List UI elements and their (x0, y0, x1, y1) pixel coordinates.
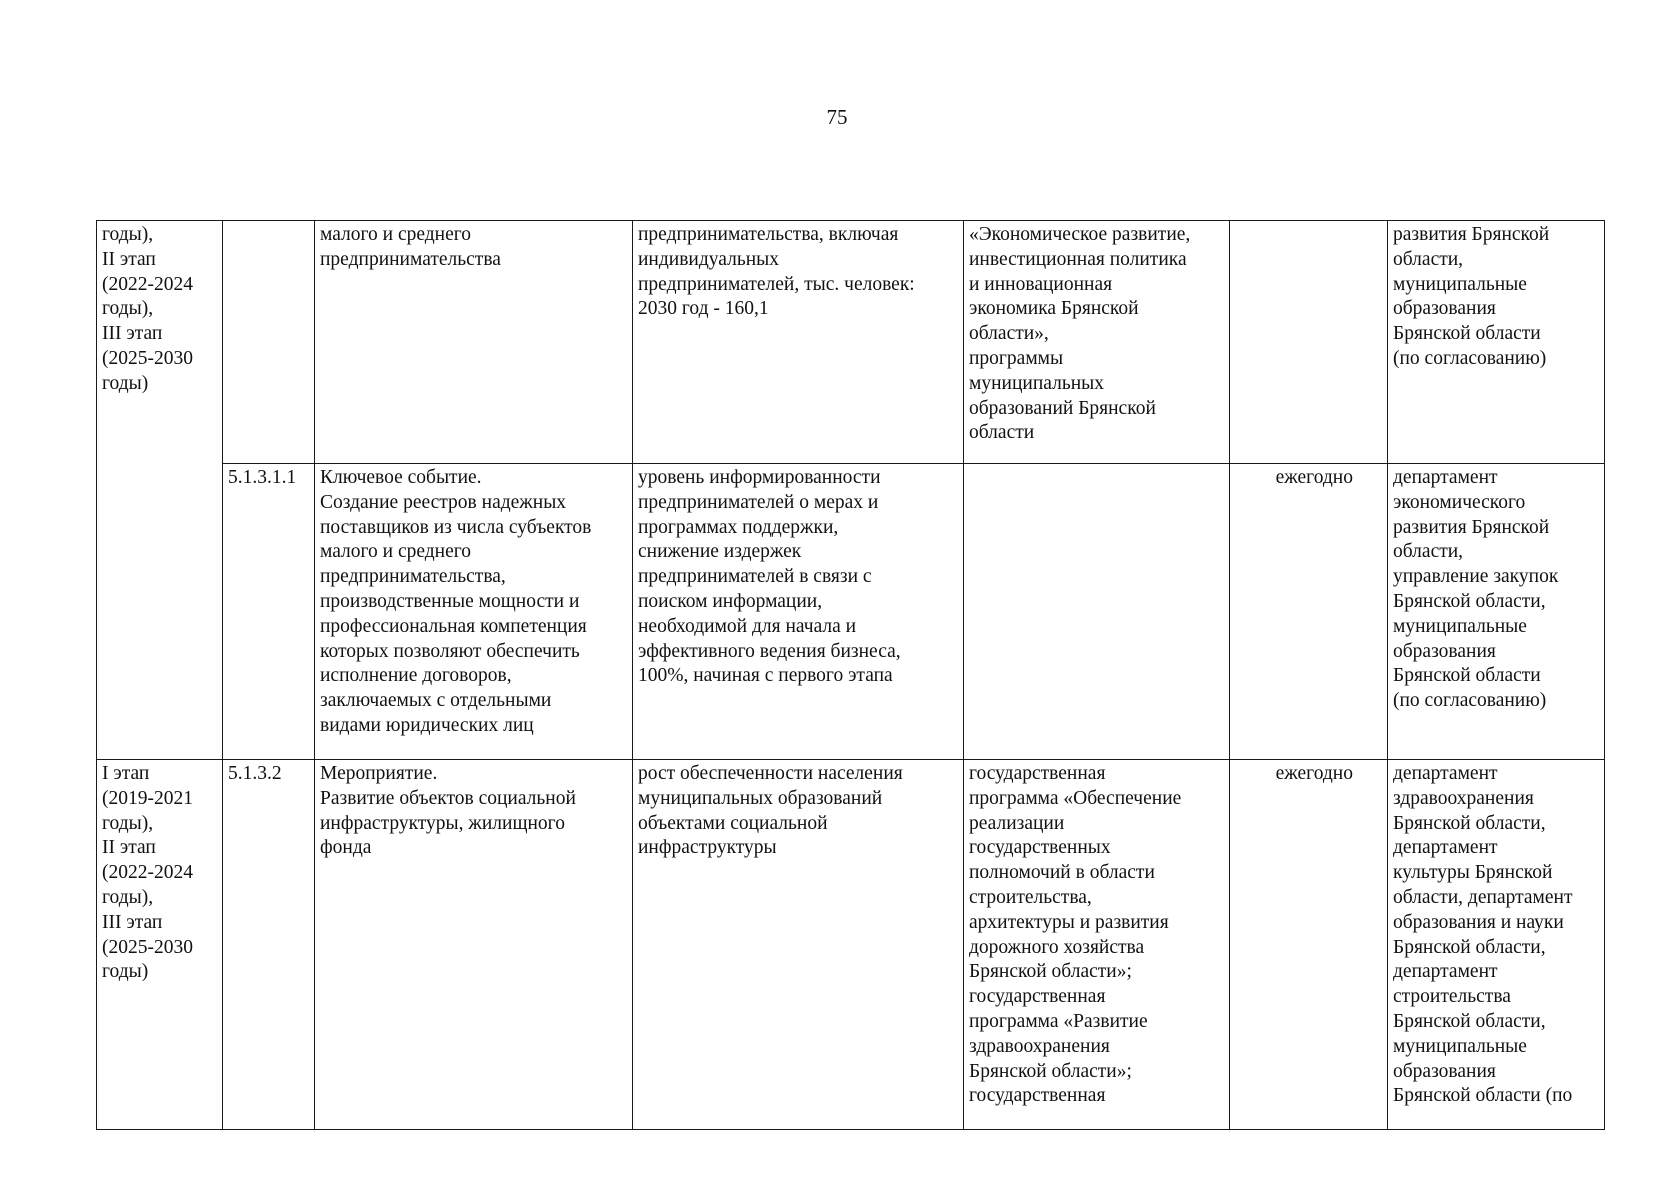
responsible-cell: департамент экономического развития Брянской области, управление закупок Брянской области, муниципальные образования Брянской области (по согласованию) (1388, 464, 1605, 760)
table-row (97, 464, 1605, 760)
table-row (97, 760, 1605, 1130)
period-cell: ежегодно (1230, 464, 1388, 760)
responsible-cell: департамент здравоохранения Брянской области, департамент культуры Брянской области, департамент образования и науки Брянской области, департамент строительства Брянской области, муниципальные образования Брянской области (по (1388, 760, 1605, 1130)
code-cell (223, 221, 315, 464)
stage-cell: годы), II этап (2022-2024 годы), III этап (2025-2030 годы) (97, 221, 223, 760)
program-cell: государственная программа «Обеспечение реализации государственных полномочий в области строительства, архитектуры и развития дорожного хозяйства Брянской области»; государственная программа «Развитие здравоохранения Брянской области»; государственная (964, 760, 1230, 1130)
code-cell: 5.1.3.2 (223, 760, 315, 1130)
event-cell: Ключевое событие. Создание реестров надежных поставщиков из числа субъектов малого и среднего предпринимательства, производственные мощности и профессиональная компетенция которых позволяют обеспечить исполнение договоров, заключаемых с отдельными видами юридических лиц (315, 464, 633, 760)
code-cell: 5.1.3.1.1 (223, 464, 315, 760)
event-cell: малого и среднего предпринимательства (315, 221, 633, 464)
indicator-cell: предпринимательства, включая индивидуальных предпринимателей, тыс. человек: 2030 год - 160,1 (633, 221, 964, 464)
page-number: 75 (826, 105, 848, 129)
table-row (97, 221, 1605, 464)
event-cell: Мероприятие. Развитие объектов социальной инфраструктуры, жилищного фонда (315, 760, 633, 1130)
stage-cell: I этап (2019-2021 годы), II этап (2022-2024 годы), III этап (2025-2030 годы) (97, 760, 223, 1130)
period-cell (1230, 221, 1388, 464)
indicator-cell: уровень информированности предпринимателей о мерах и программах поддержки, снижение издержек предпринимателей в связи с поиском информации, необходимой для начала и эффективного ведения бизнеса, 100%, начиная с первого этапа (633, 464, 964, 760)
responsible-cell: развития Брянской области, муниципальные образования Брянской области (по согласованию) (1388, 221, 1605, 464)
program-cell (964, 464, 1230, 760)
plan-table (96, 220, 1605, 1130)
period-cell: ежегодно (1230, 760, 1388, 1130)
program-cell: «Экономическое развитие, инвестиционная политика и инновационная экономика Брянской области», программы муниципальных образований Брянской области (964, 221, 1230, 464)
indicator-cell: рост обеспеченности населения муниципальных образований объектами социальной инфраструктуры (633, 760, 964, 1130)
